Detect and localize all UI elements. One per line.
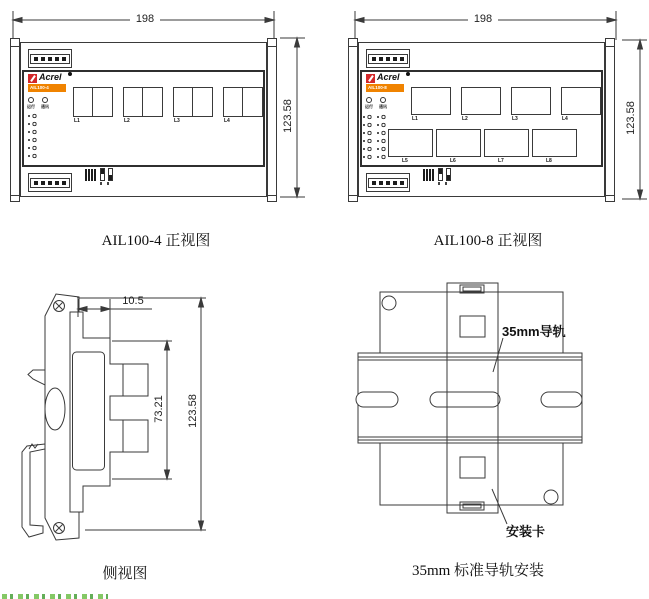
window-label: L4 [562, 116, 568, 122]
rail-slot [430, 392, 500, 407]
side-view-front-face [73, 352, 105, 470]
led-label: 通讯 [41, 104, 49, 109]
right-flange [605, 38, 615, 202]
clip-label: 安装卡 [506, 524, 546, 539]
arrow-icon [638, 40, 643, 49]
meter-window [123, 87, 163, 117]
caption-front8: AIL100-8 正视图 [433, 233, 543, 249]
led-label: 运行 [27, 104, 35, 109]
arrow-icon [295, 38, 300, 47]
run-led-icon [28, 97, 34, 103]
comm-led-icon [42, 97, 48, 103]
dip-switch-icon [85, 169, 97, 181]
window-label: L3 [512, 116, 518, 122]
din-channel [22, 444, 45, 537]
clip-slot-inner [463, 287, 481, 291]
clipped-green-text-fragment [2, 594, 108, 599]
dim-text-side-height: 123.58 [187, 394, 199, 428]
front-panel [360, 70, 603, 167]
rail-slot [541, 392, 582, 407]
caption-front4: AIL100-4 正视图 [101, 233, 211, 249]
window-label: L4 [224, 118, 230, 124]
arrow-icon [638, 190, 643, 199]
rail-label: 35mm导轨 [502, 324, 566, 339]
run-led-icon [366, 97, 372, 103]
dim-text-front4-width: 198 [130, 13, 160, 25]
window-label: L8 [546, 158, 552, 164]
acrel-logo-icon [366, 74, 375, 83]
channel-led-column [381, 114, 386, 162]
acrel-logo-icon [28, 74, 37, 83]
comm-led-icon [380, 97, 386, 103]
arrow-icon [265, 18, 274, 23]
logo-dot-icon [406, 72, 410, 76]
toggle-switch-icon [446, 168, 451, 181]
window-label: L2 [124, 118, 130, 124]
clip-slot [460, 502, 484, 510]
dim-text-side-depth: 10.5 [122, 295, 144, 307]
led-label: 通讯 [379, 104, 387, 109]
meter-window [532, 129, 577, 157]
window-label: L1 [74, 118, 80, 124]
meter-window [223, 87, 263, 117]
plate-hole [382, 296, 396, 310]
terminal-connector [28, 173, 72, 192]
rail-slot [356, 392, 398, 407]
channel-led-column [32, 113, 37, 160]
logo-dot-icon [68, 72, 72, 76]
left-flange [348, 38, 358, 202]
clip-window [460, 316, 485, 337]
meter-window [411, 87, 451, 115]
window-label: L7 [498, 158, 504, 164]
model-bar [28, 84, 66, 92]
brand-text: Acrel [39, 72, 62, 82]
toggle-switch-icon [438, 168, 443, 181]
model-text: AIL100-8 [368, 85, 387, 90]
arrow-icon [13, 18, 22, 23]
caption-side: 侧视图 [102, 566, 148, 582]
meter-window [461, 87, 501, 115]
meter-window [73, 87, 113, 117]
model-text: AIL100-4 [30, 85, 49, 90]
switch-markings [100, 182, 113, 185]
led-label: 运行 [365, 104, 373, 109]
dim-text-front8-height: 123.58 [625, 101, 637, 135]
arrow-icon [165, 470, 170, 479]
dip-switch-icon [423, 169, 435, 181]
dim-text-front8-width: 198 [468, 13, 498, 25]
terminal-connector [366, 173, 410, 192]
meter-window [436, 129, 481, 157]
terminal-connector [366, 49, 410, 68]
arrow-icon [295, 188, 300, 197]
arrow-icon [101, 307, 110, 312]
toggle-switch-icon [108, 168, 113, 181]
arrow-icon [607, 18, 616, 23]
channel-led-column [367, 114, 372, 162]
window-label: L3 [174, 118, 180, 124]
model-bar [366, 84, 404, 92]
window-label: L6 [450, 158, 456, 164]
front-panel [22, 70, 265, 167]
left-flange [10, 38, 20, 202]
caption-rail: 35mm 标准导轨安装 [411, 563, 545, 579]
plate-hole [544, 490, 558, 504]
window-label: L2 [462, 116, 468, 122]
meter-window [511, 87, 551, 115]
side-view-oval [45, 388, 65, 430]
arrow-icon [199, 521, 204, 530]
dim-text-side-mid: 73.21 [153, 395, 165, 423]
switch-markings [438, 182, 451, 185]
terminal-connector [28, 49, 72, 68]
arrow-icon [199, 298, 204, 307]
arrow-icon [165, 341, 170, 350]
ail100-8-front-view [348, 37, 615, 203]
right-flange [267, 38, 277, 202]
din-hook [28, 370, 45, 385]
dim-text-front4-height: 123.58 [282, 99, 294, 133]
arrow-icon [355, 18, 364, 23]
meter-window [484, 129, 529, 157]
toggle-switch-icon [100, 168, 105, 181]
meter-window [561, 87, 601, 115]
ail100-4-front-view [10, 37, 277, 203]
brand-text: Acrel [377, 72, 400, 82]
leader-line-clip [492, 489, 507, 524]
meter-window [173, 87, 213, 117]
window-label: L1 [412, 116, 418, 122]
meter-window [388, 129, 433, 157]
clip-window [460, 457, 485, 478]
window-label: L5 [402, 158, 408, 164]
